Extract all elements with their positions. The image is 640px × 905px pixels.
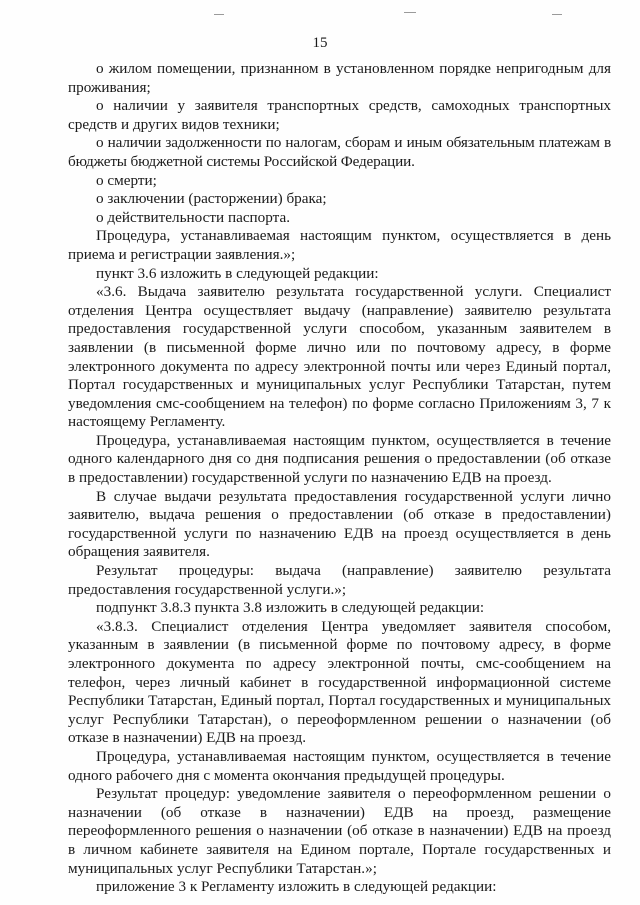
page-number: 15	[312, 35, 328, 51]
document-body	[68, 60, 611, 897]
paragraph-3-6-issuance: «3.6. Выдача заявителю результата государственной услуги. Специалист отделения Центра осуществляет выдачу (направление) заявителю результата предоставления государственной услуги способом, указанным заявителем в заявлении (в письменной форме лично или по почтовому адресу, в форме электронного документа по адресу электронной почты или через Единый портал, Портал государственных и муниципальных услуг Республики Татарстан, путем уведомления смс-сообщением на телефон) по форме согласно Приложениям 3, 7 к настоящему Регламенту.	[68, 283, 611, 431]
paragraph-passport: о действительности паспорта.	[96, 208, 291, 226]
scan-artifact	[552, 14, 562, 15]
paragraph-vehicles: о наличии у заявителя транспортных средств, самоходных транспортных средств и других видов техники;	[68, 97, 611, 133]
paragraph-3-8-3-notification: «3.8.3. Специалист отделения Центра уведомляет заявителя способом, указанным в заявлении (в письменной форме по почтовому адресу, в форме электронного документа по адресу электронной почты, смс-сообщением на телефон, через личный кабинет в государственной информационной системе Республики Татарстан, Единый портал, Портал государственных и муниципальных услуг Республики Татарстан), о переоформленном решении о назначении (об отказе в назначении) ЕДВ на проезд.	[68, 617, 611, 747]
paragraph-tax-debt: о наличии задолженности по налогам, сборам и иным обязательным платежам в бюджеты бюджетной системы Российской Федерации.	[68, 134, 611, 170]
paragraph-uninhabitable-housing: о жилом помещении, признанном в установленном порядке непригодным для проживания;	[68, 60, 611, 96]
paragraph-procedure-reception: Процедура, устанавливаемая настоящим пунктом, осуществляется в день приема и регистрации заявления.»;	[68, 227, 611, 263]
paragraph-amend-appendix-3: приложение 3 к Регламенту изложить в следующей редакции:	[96, 878, 497, 896]
paragraph-procedure-calendar-day: Процедура, устанавливаемая настоящим пунктом, осуществляется в течение одного календарного дня со дня подписания решения о предоставлении (об отказе в предоставлении) государственной услуги по назначению ЕДВ на проезд.	[68, 431, 611, 487]
paragraph-result-issuance: Результат процедуры: выдача (направление) заявителю результата предоставления государственной услуги.»;	[68, 562, 611, 598]
paragraph-personal-issuance: В случае выдачи результата предоставления государственной услуги лично заявителю, выдача решения о предоставлении (об отказе в предоставлении) государственной услуги по назначению ЕДВ на проезд осуществляется в день обращения заявителя.	[68, 487, 611, 561]
paragraph-procedure-working-day: Процедура, устанавливаемая настоящим пунктом, осуществляется в течение одного рабочего дня с момента окончания предыдущей процедуры.	[68, 747, 611, 784]
scan-artifact	[404, 12, 416, 13]
paragraph-marriage: о заключении (расторжении) брака;	[96, 190, 327, 208]
scan-artifact	[214, 14, 224, 15]
paragraph-amend-3-6: пункт 3.6 изложить в следующей редакции:	[96, 264, 379, 282]
paragraph-result-notification: Результат процедур: уведомление заявителя о переоформленном решении о назначении (об отказе в назначении) ЕДВ на проезд, размещение переоформленного решения о назначении (об отказе в назначении) ЕДВ на проезд в личном кабинете заявителя на Едином портале, Портале государственных и муниципальных услуг Республики Татарстан.»;	[68, 785, 611, 877]
paragraph-amend-3-8-3: подпункт 3.8.3 пункта 3.8 изложить в следующей редакции:	[96, 599, 485, 617]
paragraph-death: о смерти;	[96, 171, 157, 189]
